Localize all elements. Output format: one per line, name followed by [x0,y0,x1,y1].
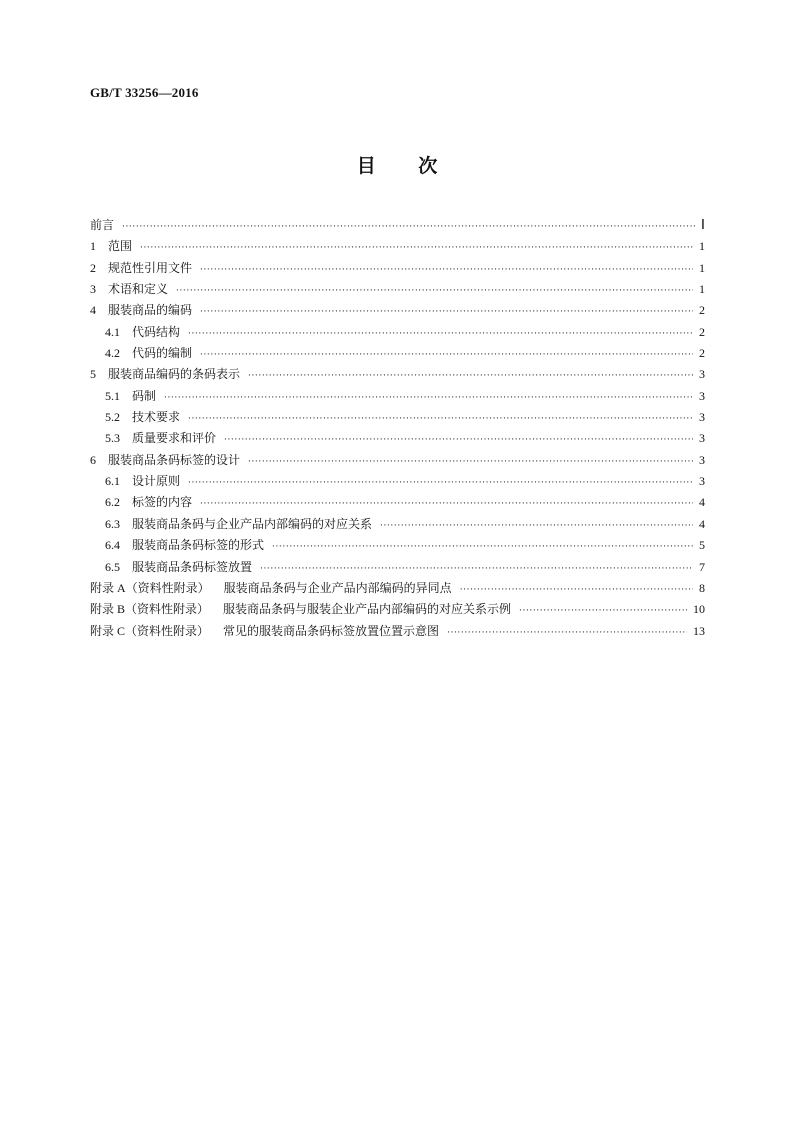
toc-section-number: 3 [90,282,96,297]
toc-page-number: 5 [699,538,705,553]
toc-page-number: 2 [699,346,705,361]
toc-page-number: 3 [699,474,705,489]
toc-entry-foreword[interactable] [90,215,705,236]
toc-title: 目 次 [356,155,438,177]
toc-entry-6-2[interactable] [90,492,705,513]
toc-entry-5-3[interactable] [90,428,705,449]
toc-page-number: 3 [699,452,705,467]
toc-leader-dots [188,324,693,345]
toc-section-number: 5.3 [105,431,120,446]
toc-entry-text: 代码结构 [132,324,181,339]
toc-entry-text: 范围 [108,239,133,254]
toc-leader-dots [380,516,693,537]
toc-leader-dots [164,388,693,409]
toc-section-number: 4 [90,303,96,318]
toc-entry-text: 标签的内容 [132,495,193,510]
toc-page-number: 1 [699,239,705,254]
toc-entry-text: 常见的服装商品条码标签放置位置示意图 [223,623,440,638]
toc-leader-dots [447,623,687,644]
toc-page-number: 3 [699,431,705,446]
toc-leader-dots [122,217,695,238]
toc-page-number: 2 [699,303,705,318]
toc-appendix-label: 附录 B（资料性附录） [90,602,210,617]
toc-page-number: 4 [699,516,705,531]
toc-leader-dots [200,345,693,366]
toc-leader-dots [260,559,693,580]
toc-entry-text: 质量要求和评价 [132,431,217,446]
toc-section-number: 6.3 [105,516,120,531]
toc-leader-dots [140,238,693,259]
toc-entry-4-2[interactable] [90,343,705,364]
toc-leader-dots [248,452,693,473]
toc-entry-4[interactable] [90,300,705,321]
toc-section-number: 4.2 [105,346,120,361]
toc-entry-4-1[interactable] [90,322,705,343]
toc-page-number: 1 [699,282,705,297]
toc-entry-text: 服装商品条码标签的设计 [108,452,241,467]
toc-entry-5-2[interactable] [90,407,705,428]
toc-entry-text: 代码的编制 [132,346,193,361]
toc-entry-text: 服装商品条码与企业产品内部编码的对应关系 [132,516,373,531]
toc-entry-6-5[interactable] [90,557,705,578]
toc-list [90,215,705,642]
toc-entry-text: 服装商品条码标签的形式 [132,538,265,553]
toc-entry-text: 服装商品编码的条码表示 [108,367,241,382]
toc-entry-1[interactable] [90,236,705,257]
toc-entry-text: 术语和定义 [108,282,169,297]
toc-page-number: 3 [699,367,705,382]
toc-page-number: 10 [693,602,705,617]
toc-leader-dots [200,302,693,323]
toc-leader-dots [248,366,693,387]
toc-section-number: 6.5 [105,559,120,574]
toc-entry-6-4[interactable] [90,535,705,556]
toc-section-number: 5.2 [105,410,120,425]
toc-leader-dots [272,537,693,558]
toc-section-number: 6 [90,452,96,467]
toc-entry-6-3[interactable] [90,514,705,535]
toc-entry-text: 服装商品条码标签放置 [132,559,253,574]
toc-page-number: 13 [693,623,705,638]
toc-entry-text: 前言 [90,218,115,232]
toc-leader-dots [519,601,687,622]
toc-page-number: 1 [699,260,705,275]
toc-leader-dots [188,409,693,430]
toc-section-number: 6.4 [105,538,120,553]
toc-entry-appendix-c[interactable] [90,621,705,642]
toc-page-number: 8 [699,580,705,595]
toc-entry-appendix-b[interactable] [90,599,705,620]
toc-section-number: 4.1 [105,324,120,339]
toc-entry-5[interactable] [90,364,705,385]
toc-leader-dots [460,580,693,601]
toc-section-number: 6.1 [105,474,120,489]
toc-appendix-label: 附录 C（资料性附录） [90,623,210,638]
toc-entry-5-1[interactable] [90,386,705,407]
toc-entry-appendix-a[interactable] [90,578,705,599]
toc-section-number: 6.2 [105,495,120,510]
toc-entry-text: 码制 [132,388,157,403]
toc-section-number: 5 [90,367,96,382]
toc-section-number: 1 [90,239,96,254]
toc-entry-6[interactable] [90,450,705,471]
toc-leader-dots [200,260,693,281]
toc-entry-6-1[interactable] [90,471,705,492]
toc-leader-dots [176,281,693,302]
toc-entry-3[interactable] [90,279,705,300]
toc-page-number: 4 [699,495,705,510]
toc-entry-text: 技术要求 [132,410,181,425]
toc-page-number: 3 [699,410,705,425]
toc-entry-text: 服装商品的编码 [108,303,193,318]
toc-page-number: 3 [699,388,705,403]
toc-entry-text: 服装商品条码与企业产品内部编码的异同点 [223,580,452,595]
toc-page-number: 7 [699,559,705,574]
toc-section-number: 5.1 [105,388,120,403]
toc-entry-text: 设计原则 [132,474,181,489]
toc-entry-2[interactable] [90,258,705,279]
toc-leader-dots [224,430,693,451]
toc-page-number: Ⅰ [700,218,705,233]
toc-entry-text: 服装商品条码与服装企业产品内部编码的对应关系示例 [223,602,512,617]
toc-page-number: 2 [699,324,705,339]
toc-leader-dots [188,473,693,494]
toc-entry-text: 规范性引用文件 [108,260,193,275]
toc-leader-dots [200,494,693,515]
toc-section-number: 2 [90,260,96,275]
standard-code: GB/T 33256—2016 [90,85,199,100]
toc-appendix-label: 附录 A（资料性附录） [90,580,210,595]
